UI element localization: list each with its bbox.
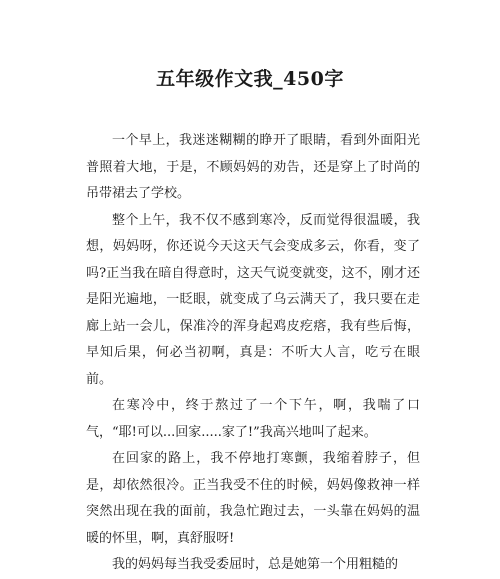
document-body [86,128,420,579]
document-title: 五年级作文我_450字 [156,68,344,90]
paragraph-3: 在寒冷中，终于熬过了一个下午，啊，我喘了口气，“耶!可以...回家.....家了!”我高兴地叫了起来。 [86,398,420,440]
paragraph-1: 一个早上，我迷迷糊糊的睁开了眼睛，看到外面阳光普照着大地，于是，不顾妈妈的劝告，还是穿上了时尚的吊带裙去了学校。 [86,133,420,201]
paragraph-4: 在回家的路上，我不停地打寒颤，我缩着脖子，但是，却依然很冷。正当我受不住的时候，妈妈像救神一样突然出现在我的面前，我急忙跑过去，一头靠在妈妈的温暖的怀里，啊，真舒服呀! [86,451,420,546]
paragraph-2: 整个上午，我不仅不感到寒冷，反而觉得很温暖，我想，妈妈呀，你还说今天这天气会变成多云，你看，变了吗?正当我在暗自得意时，这天气说变就变，这不，刚才还是阳光遍地，一眨眼，就变成了乌云满天了，我只要在走廊上站一会儿，保准冷的浑身起鸡皮疙瘩，我有些后悔，早知后果，何必当初啊，真是：不听大人言，吃亏在眼前。 [86,212,420,387]
paragraph-5: 我的妈妈每当我受委屈时，总是她第一个用粗糙的 [112,557,399,572]
